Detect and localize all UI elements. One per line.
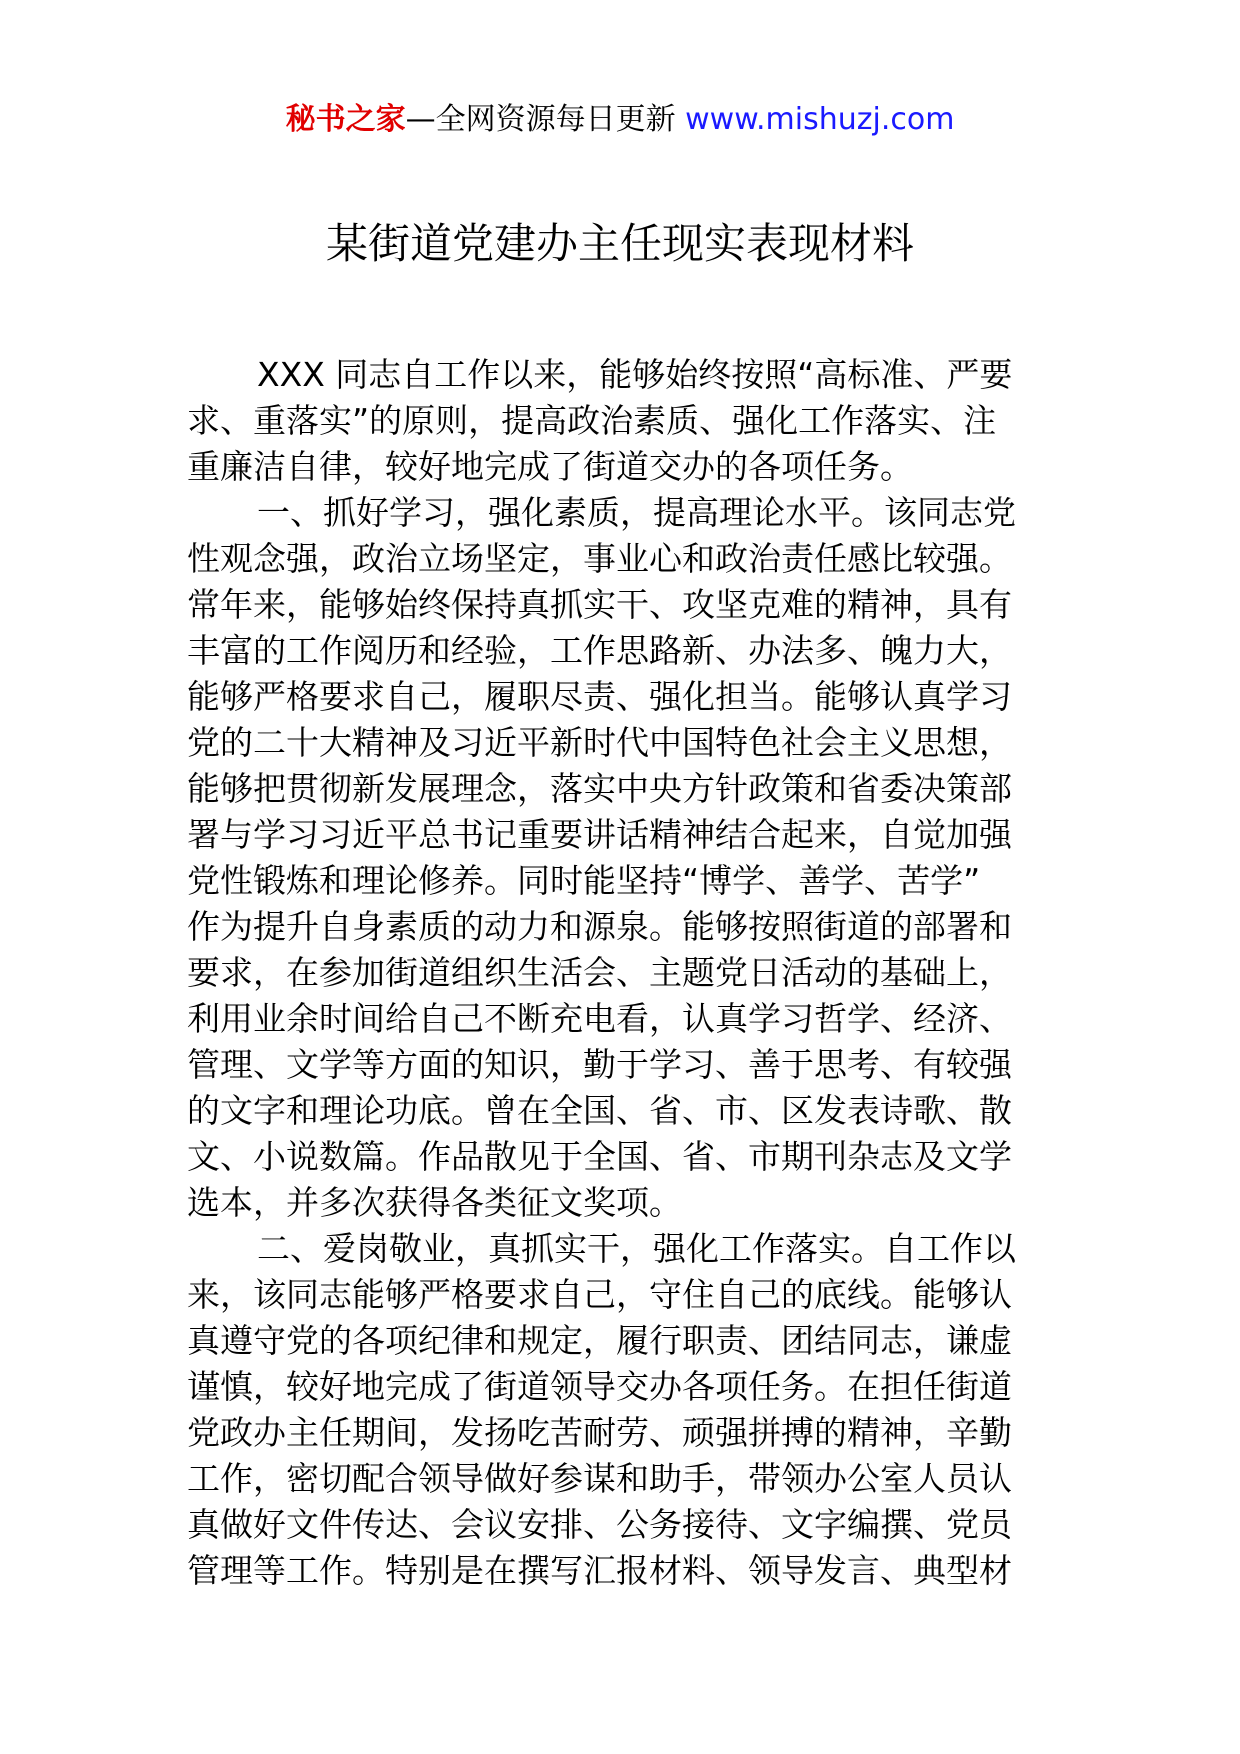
body-line: XXX 同志自工作以来，能够始终按照“高标准、严要 (257, 355, 1013, 394)
header-site-url[interactable]: www.mishuzj.com (685, 102, 955, 137)
body-line: 文、小说数篇。作品散见于全国、省、市期刊杂志及文学 (187, 1137, 1012, 1176)
document-body (187, 352, 1057, 1594)
body-line: 利用业余时间给自己不断充电看，认真学习哲学、经济、 (187, 999, 1012, 1038)
body-line: 重廉洁自律，较好地完成了街道交办的各项任务。 (187, 447, 913, 486)
body-line: 求、重落实”的原则，提高政治素质、强化工作落实、注 (187, 401, 997, 440)
body-line: 丰富的工作阅历和经验，工作思路新、办法多、魄力大， (187, 631, 1012, 670)
body-line: 来，该同志能够严格要求自己，守住自己的底线。能够认 (187, 1275, 1012, 1314)
body-line: 管理、文学等方面的知识，勤于学习、善于思考、有较强 (187, 1045, 1012, 1084)
document-title: 某街道党建办主任现实表现材料 (325, 219, 914, 268)
body-line: 管理等工作。特别是在撰写汇报材料、领导发言、典型材 (187, 1551, 1012, 1590)
body-line: 能够严格要求自己，履职尽责、强化担当。能够认真学习 (187, 677, 1012, 716)
body-line: 真遵守党的各项纪律和规定，履行职责、团结同志，谦虚 (187, 1321, 1012, 1360)
body-line: 要求，在参加街道组织生活会、主题党日活动的基础上， (187, 953, 1012, 992)
section-heading-line: 一、抓好学习，强化素质，提高理论水平。该同志党 (257, 493, 1016, 532)
body-line: 作为提升自身素质的动力和源泉。能够按照街道的部署和 (187, 907, 1012, 946)
body-line: 选本，并多次获得各类征文奖项。 (187, 1183, 682, 1222)
section-heading-line: 二、爱岗敬业，真抓实干，强化工作落实。自工作以 (257, 1229, 1016, 1268)
body-line: 能够把贯彻新发展理念，落实中央方针政策和省委决策部 (187, 769, 1012, 808)
body-line: 党的二十大精神及习近平新时代中国特色社会主义思想， (187, 723, 1012, 762)
body-line: 真做好文件传达、会议安排、公务接待、文字编撰、党员 (187, 1505, 1012, 1544)
body-line: 党性锻炼和理论修养。同时能坚持“博学、善学、苦学” (187, 861, 981, 900)
body-line: 常年来，能够始终保持真抓实干、攻坚克难的精神，具有 (187, 585, 1012, 624)
header-brand: 秘书之家 (285, 102, 406, 137)
body-line: 性观念强，政治立场坚定，事业心和政治责任感比较强。 (187, 539, 1012, 578)
body-line: 署与学习习近平总书记重要讲话精神结合起来，自觉加强 (187, 815, 1012, 854)
body-line: 的文字和理论功底。曾在全国、省、市、区发表诗歌、散 (187, 1091, 1012, 1130)
header-tagline: —全网资源每日更新 (405, 102, 686, 137)
body-line: 党政办主任期间，发扬吃苦耐劳、顽强拼搏的精神，辛勤 (187, 1413, 1012, 1452)
watermark-header (0, 100, 1240, 140)
body-line: 谨慎，较好地完成了街道领导交办各项任务。在担任街道 (187, 1367, 1012, 1406)
body-line: 工作，密切配合领导做好参谋和助手，带领办公室人员认 (187, 1459, 1012, 1498)
